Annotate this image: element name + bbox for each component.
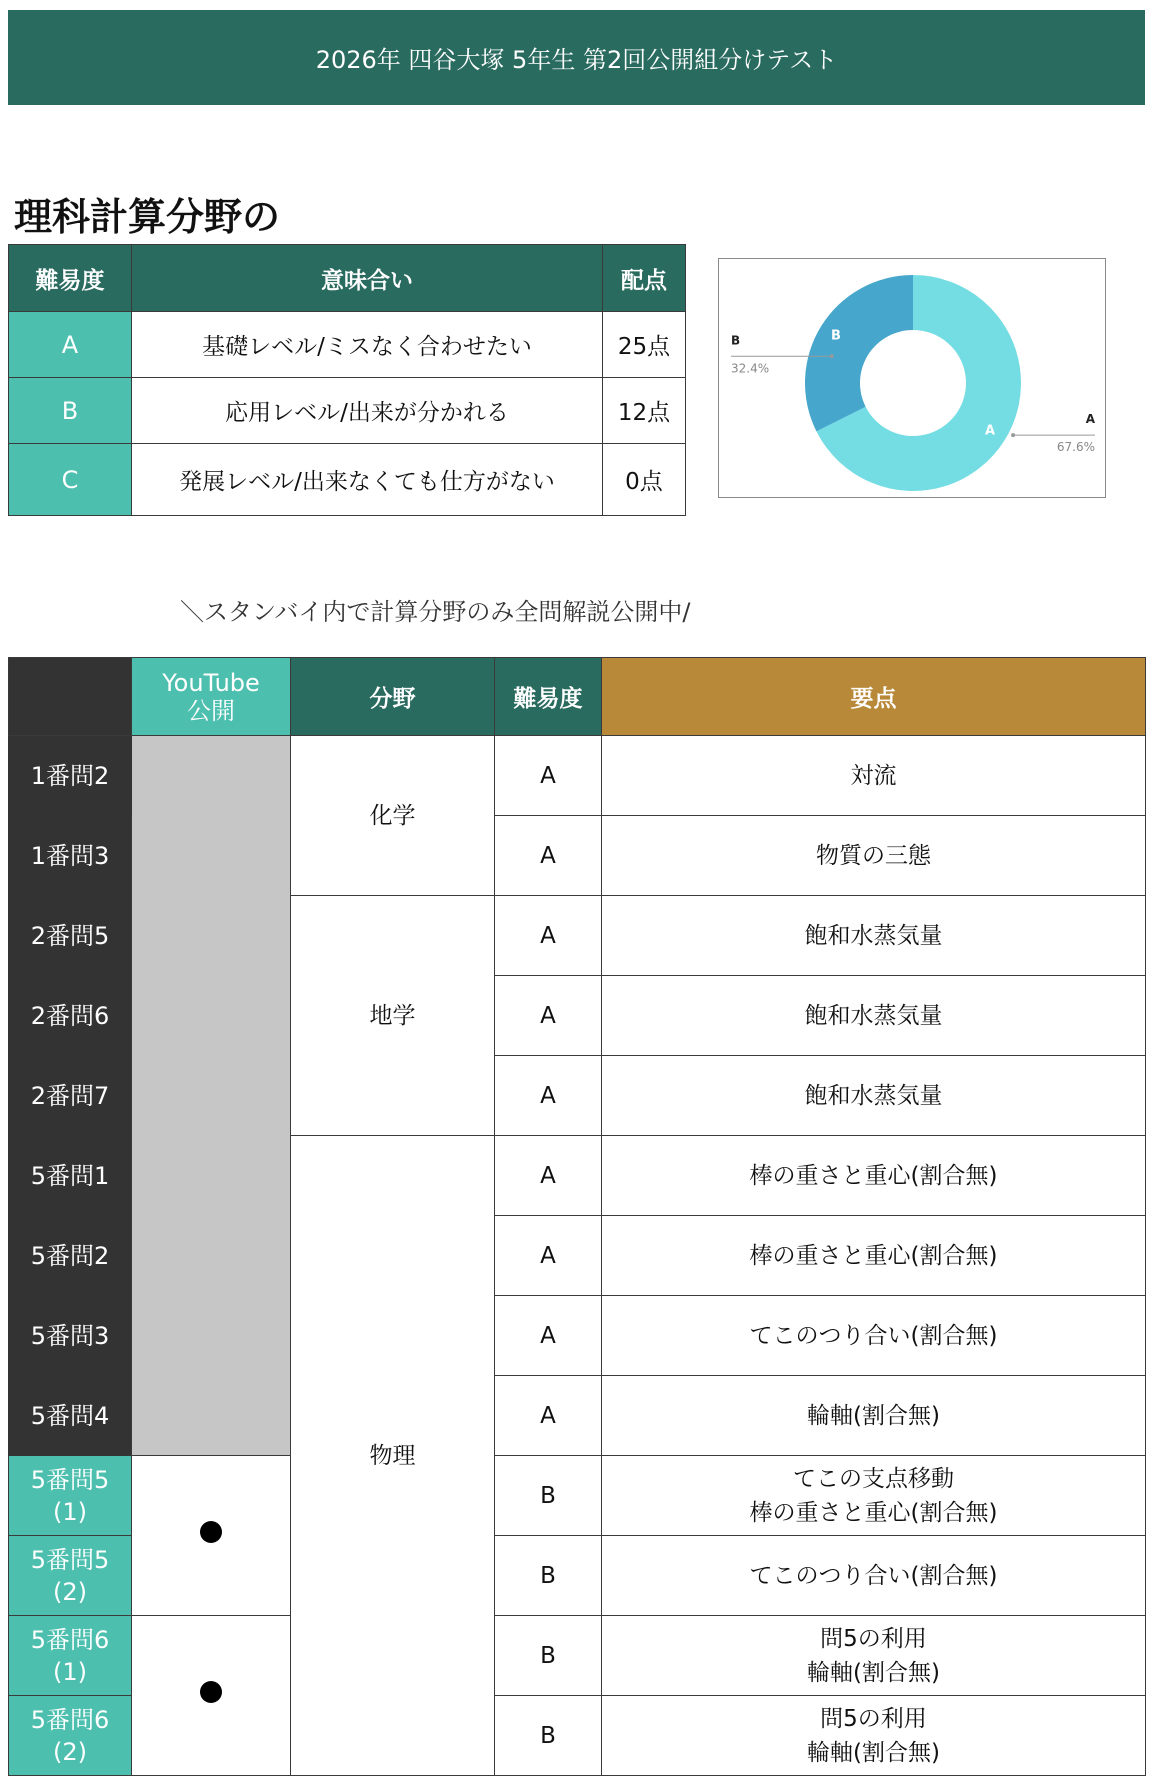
key-point-cell: 問5の利用 輪軸(割合無) xyxy=(602,1616,1146,1696)
slice-label-b: B xyxy=(831,328,841,344)
question-table-header xyxy=(9,658,1146,736)
question-number-cell: 5番問3 xyxy=(9,1296,132,1376)
youtube-cell xyxy=(132,1456,291,1616)
grade-cell: B xyxy=(9,378,132,444)
difficulty-cell: B xyxy=(495,1616,602,1696)
question-number-cell: 5番問6 (2) xyxy=(9,1696,132,1776)
meaning-cell: 発展レベル/出来なくても仕方がない xyxy=(132,444,603,516)
key-point-cell: 対流 xyxy=(602,736,1146,816)
difficulty-table xyxy=(8,244,686,516)
header-meaning: 意味合い xyxy=(132,245,603,312)
table-row xyxy=(9,1616,1146,1696)
field-cell: 物理 xyxy=(291,1136,495,1776)
key-point-cell: 問5の利用 輪軸(割合無) xyxy=(602,1696,1146,1776)
youtube-cell xyxy=(132,736,291,1456)
question-number-cell: 2番問5 xyxy=(9,896,132,976)
outer-label-b: B xyxy=(731,333,741,348)
table-row xyxy=(9,736,1146,816)
table-row xyxy=(9,312,686,378)
percent-label-b: 32.4% xyxy=(731,361,770,376)
question-number-cell: 5番問1 xyxy=(9,1136,132,1216)
header-question xyxy=(9,658,132,736)
difficulty-cell: B xyxy=(495,1536,602,1616)
difficulty-cell: A xyxy=(495,1296,602,1376)
question-number-cell: 5番問6 (1) xyxy=(9,1616,132,1696)
difficulty-cell: B xyxy=(495,1696,602,1776)
key-point-cell: 物質の三態 xyxy=(602,816,1146,896)
key-point-cell: てこのつり合い(割合無) xyxy=(602,1536,1146,1616)
difficulty-cell: A xyxy=(495,1376,602,1456)
key-point-cell: 飽和水蒸気量 xyxy=(602,976,1146,1056)
header-title: 2026年 四谷大塚 5年生 第2回公開組分けテスト xyxy=(315,46,838,74)
question-number-cell: 1番問2 xyxy=(9,736,132,816)
question-number-cell: 5番問5 (1) xyxy=(9,1456,132,1536)
meaning-cell: 応用レベル/出来が分かれる xyxy=(132,378,603,444)
header-difficulty: 難易度 xyxy=(495,658,602,736)
field-cell: 地学 xyxy=(291,896,495,1136)
donut-slice-b xyxy=(805,275,913,431)
header-difficulty: 難易度 xyxy=(9,245,132,312)
youtube-cell xyxy=(132,1616,291,1776)
header-banner xyxy=(8,10,1145,105)
difficulty-cell: A xyxy=(495,896,602,976)
key-point-cell: 棒の重さと重心(割合無) xyxy=(602,1216,1146,1296)
table-row xyxy=(9,444,686,516)
question-number-cell: 2番問6 xyxy=(9,976,132,1056)
field-cell: 化学 xyxy=(291,736,495,896)
grade-cell: A xyxy=(9,312,132,378)
table-row xyxy=(9,378,686,444)
question-number-cell: 5番問4 xyxy=(9,1376,132,1456)
difficulty-table-header xyxy=(9,245,686,312)
header-youtube: YouTube 公開 xyxy=(132,658,291,736)
donut-chart-svg xyxy=(719,259,1107,499)
donut-chart xyxy=(718,258,1106,498)
key-point-cell: 飽和水蒸気量 xyxy=(602,1056,1146,1136)
difficulty-cell: A xyxy=(495,816,602,896)
question-table xyxy=(8,657,1146,1776)
question-number-cell: 1番問3 xyxy=(9,816,132,896)
note-text: ＼スタンバイ内で計算分野のみ全問解説公開中/ xyxy=(180,598,691,626)
header-key-points: 要点 xyxy=(602,658,1146,736)
difficulty-cell: A xyxy=(495,1216,602,1296)
points-cell: 25点 xyxy=(603,312,686,378)
key-point-cell: てこの支点移動 棒の重さと重心(割合無) xyxy=(602,1456,1146,1536)
key-point-cell: 飽和水蒸気量 xyxy=(602,896,1146,976)
percent-label-a: 67.6% xyxy=(1056,440,1095,455)
difficulty-cell: A xyxy=(495,736,602,816)
difficulty-cell: A xyxy=(495,1056,602,1136)
points-cell: 12点 xyxy=(603,378,686,444)
slice-label-a: A xyxy=(984,423,996,439)
key-point-cell: 棒の重さと重心(割合無) xyxy=(602,1136,1146,1216)
difficulty-cell: A xyxy=(495,976,602,1056)
table-row xyxy=(9,1456,1146,1536)
meaning-cell: 基礎レベル/ミスなく合わせたい xyxy=(132,312,603,378)
points-cell: 0点 xyxy=(603,444,686,516)
key-point-cell: てこのつり合い(割合無) xyxy=(602,1296,1146,1376)
difficulty-cell: A xyxy=(495,1136,602,1216)
key-point-cell: 輪軸(割合無) xyxy=(602,1376,1146,1456)
header-field: 分野 xyxy=(291,658,495,736)
question-number-cell: 5番問5 (2) xyxy=(9,1536,132,1616)
question-number-cell: 5番問2 xyxy=(9,1216,132,1296)
header-points: 配点 xyxy=(603,245,686,312)
section-title: 理科計算分野の xyxy=(14,195,281,239)
youtube-published-mark xyxy=(200,1521,222,1543)
youtube-published-mark xyxy=(200,1681,222,1703)
question-number-cell: 2番問7 xyxy=(9,1056,132,1136)
outer-label-a: A xyxy=(1085,412,1095,427)
grade-cell: C xyxy=(9,444,132,516)
difficulty-cell: B xyxy=(495,1456,602,1536)
